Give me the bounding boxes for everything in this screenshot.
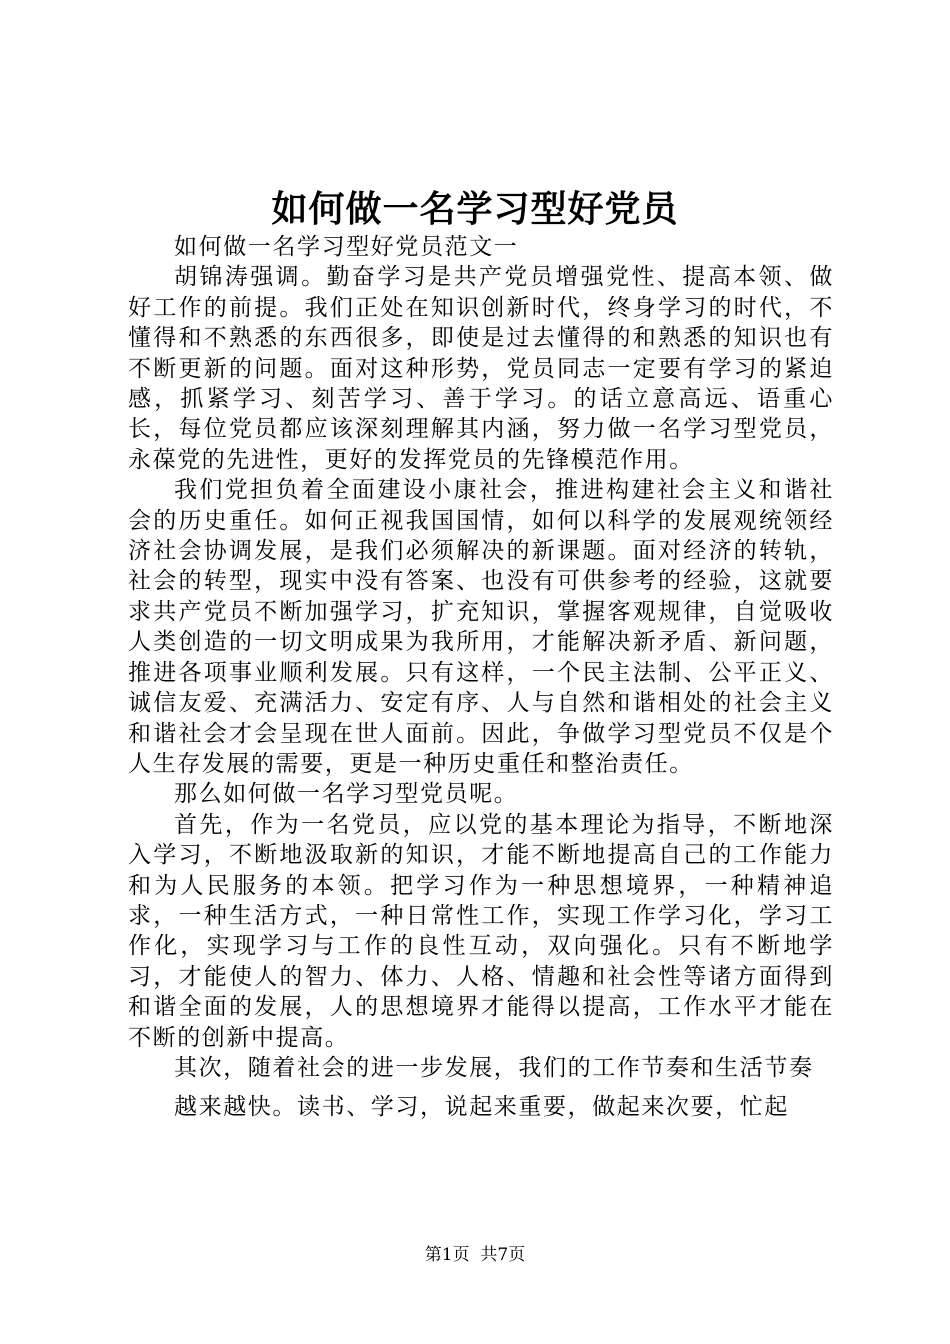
paragraph: 那么如何做一名学习型党员呢。 [174, 781, 519, 808]
paragraph: 其次，随着社会的进一步发展，我们的工作节奏和生活节奏 [174, 1054, 814, 1081]
paragraph-subtitle: 如何做一名学习型好党员范文一 [174, 234, 519, 260]
document-body [128, 232, 834, 1123]
paragraph: 越来越快。读书、学习，说起来重要，做起来次要，忙起 [174, 1094, 789, 1121]
page-footer [0, 1243, 950, 1267]
footer-spacer [470, 1245, 481, 1265]
paragraph: 胡锦涛强调。勤奋学习是共产党员增强党性、提高本领、做好工作的前提。我们正处在知识创新时代，终身学习的时代，不懂得和不熟悉的东西很多，即使是过去懂得的和熟悉的知识也有不断更新的问题。面对这种形势，党员同志一定要有学习的紧迫感，抓紧学习、刻苦学习、善于学习。的话立意高远、语重心长，每位党员都应该深刻理解其内涵，努力做一名学习型党员，永葆党的先进性，更好的发挥党员的先锋模范作用。 [128, 264, 834, 473]
page-number: 第1页 [424, 1245, 470, 1265]
page-total: 共7页 [480, 1245, 526, 1265]
paragraph: 我们党担负着全面建设小康社会，推进构建社会主义和谐社会的历史重任。如何正视我国国情，如何以科学的发展观统领经济社会协调发展，是我们必须解决的新课题。面对经济的转轨，社会的转型，现实中没有答案、也没有可供参考的经验，这就要求共产党员不断加强学习，扩充知识，掌握客观规律，自觉吸收人类创造的一切文明成果为我所用，才能解决新矛盾、新问题，推进各项事业顺利发展。只有这样，一个民主法制、公平正义、诚信友爱、充满活力、安定有序、人与自然和谐相处的社会主义和谐社会才会呈现在世人面前。因此，争做学习型党员不仅是个人生存发展的需要，更是一种历史重任和整治责任。 [128, 477, 834, 777]
document-title: 如何做一名学习型好党员 [271, 188, 679, 230]
paragraph: 首先，作为一名党员，应以党的基本理论为指导，不断地深入学习，不断地汲取新的知识，才能不断地提高自己的工作能力和为人民服务的本领。把学习作为一种思想境界，一种精神追求，一种生活方式，一种日常性工作，实现工作学习化，学习工作化，实现学习与工作的良性互动，双向强化。只有不断地学习，才能使人的智力、体力、人格、情趣和社会性等诸方面得到和谐全面的发展，人的思想境界才能得以提高，工作水平才能在不断的创新中提高。 [128, 811, 834, 1051]
